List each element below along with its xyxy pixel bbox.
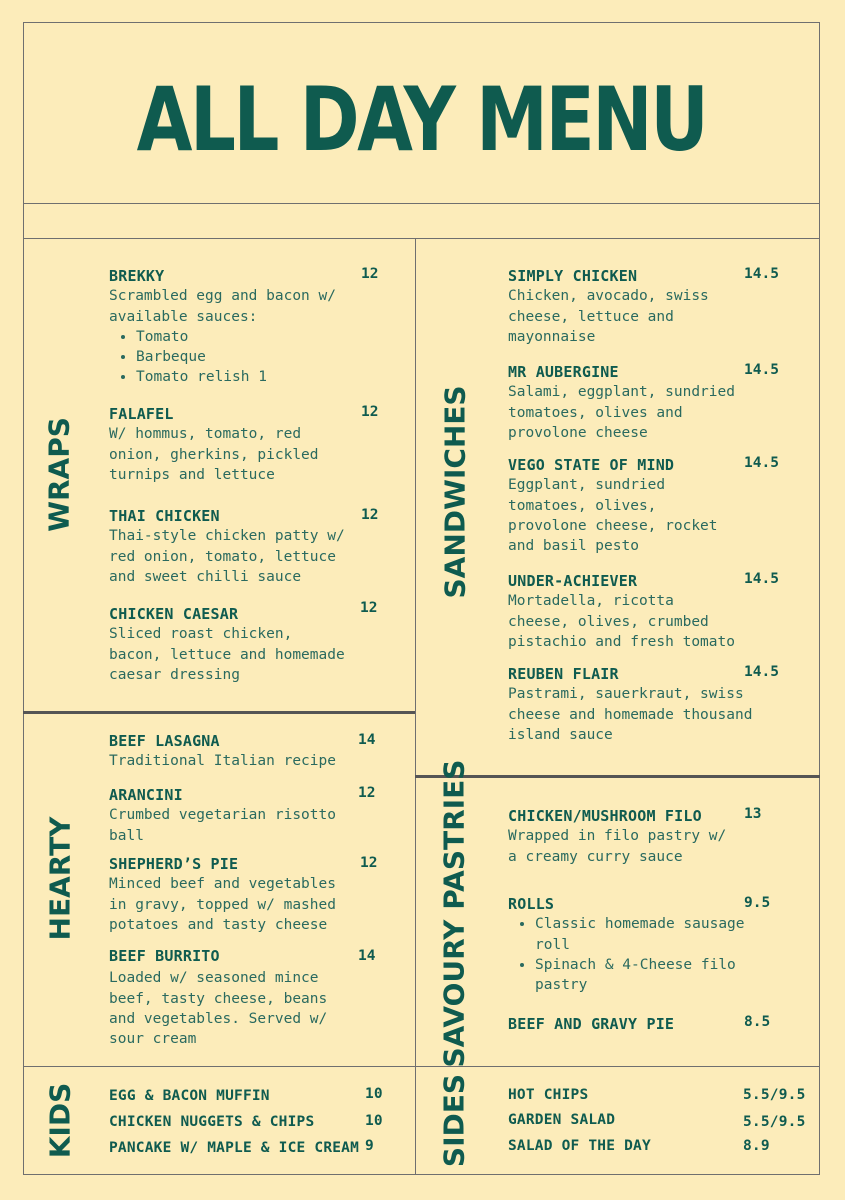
menu-item xyxy=(109,946,339,1049)
menu-item xyxy=(508,806,738,867)
sides-item-name: HOT CHIPS xyxy=(508,1087,589,1103)
item-name: THAI CHICKEN xyxy=(109,507,220,525)
item-price: 12 xyxy=(361,266,379,282)
item-price: 12 xyxy=(360,855,378,871)
item-name: SIMPLY CHICKEN xyxy=(508,267,638,285)
kids-item-price: 10 xyxy=(365,1086,383,1102)
item-name: VEGO STATE OF MIND xyxy=(508,456,675,474)
sides-item-name: GARDEN SALAD xyxy=(508,1112,616,1128)
menu-item xyxy=(508,571,743,652)
divider xyxy=(415,238,416,1066)
sides-item-price: 5.5/9.5 xyxy=(743,1087,806,1103)
item-description: Eggplant, sundried tomatoes, olives, provolone cheese, rocket and basil pesto xyxy=(508,477,718,555)
item-description: Pastrami, sauerkraut, swiss cheese and homemade thousand island sauce xyxy=(508,686,753,743)
item-description: W/ hommus, tomato, red onion, gherkins, pickled turnips and lettuce xyxy=(109,426,319,483)
list-item: • Classic homemade sausage roll xyxy=(535,914,753,955)
item-price: 14.5 xyxy=(744,266,779,282)
item-description: Traditional Italian recipe xyxy=(109,753,336,770)
item-name: BEEF LASAGNA xyxy=(109,732,220,750)
item-name: BEEF BURRITO xyxy=(109,947,220,965)
list-item: • Tomato xyxy=(136,327,349,347)
item-price: 14 xyxy=(358,948,376,964)
menu-item xyxy=(508,455,743,556)
kids-item-name: CHICKEN NUGGETS & CHIPS xyxy=(109,1114,315,1130)
item-name: FALAFEL xyxy=(109,405,174,423)
item-description: Scrambled egg and bacon w/ available sauces: xyxy=(109,288,336,325)
sides-item-price: 8.9 xyxy=(743,1138,770,1154)
menu-item xyxy=(508,362,743,443)
divider xyxy=(415,1066,416,1175)
item-price: 14.5 xyxy=(744,455,779,471)
item-price: 12 xyxy=(358,785,376,801)
menu-item xyxy=(109,604,349,685)
section-label-sides: SIDES xyxy=(437,1073,471,1168)
item-description: Loaded w/ seasoned mince beef, tasty cheese, beans and vegetables. Served w/ sour cream xyxy=(109,970,328,1048)
item-description: Sliced roast chicken, bacon, lettuce and homemade caesar dressing xyxy=(109,626,345,683)
divider xyxy=(415,775,820,778)
item-name: ROLLS xyxy=(508,895,555,913)
item-price: 13 xyxy=(744,806,762,822)
item-description: Wrapped in filo pastry w/ a creamy curry sauce xyxy=(508,828,727,865)
menu-item xyxy=(508,266,718,347)
sides-item-name: SALAD OF THE DAY xyxy=(508,1138,651,1154)
item-description: Chicken, avocado, swiss cheese, lettuce and mayonnaise xyxy=(508,288,709,345)
item-name: CHICKEN CAESAR xyxy=(109,605,239,623)
menu-item xyxy=(109,854,344,935)
item-name: BEEF AND GRAVY PIE xyxy=(508,1015,675,1033)
item-price: 12 xyxy=(361,404,379,420)
item-name: CHICKEN/MUSHROOM FILO xyxy=(508,807,702,825)
bullet-list xyxy=(508,914,753,995)
item-description: Minced beef and vegetables in gravy, topped w/ mashed potatoes and tasty cheese xyxy=(109,876,336,933)
kids-item-name: EGG & BACON MUFFIN xyxy=(109,1088,270,1104)
item-name: ARANCINI xyxy=(109,786,183,804)
menu-item xyxy=(109,785,339,846)
section-label-sandwiches: SANDWICHES xyxy=(438,385,472,599)
list-item: • Spinach & 4-Cheese filo pastry xyxy=(535,955,753,996)
item-description: Crumbed vegetarian risotto ball xyxy=(109,807,336,844)
menu-item xyxy=(508,894,753,995)
kids-item-price: 9 xyxy=(365,1138,374,1154)
menu-item xyxy=(109,266,349,388)
divider xyxy=(23,238,820,239)
item-description: Salami, eggplant, sundried tomatoes, olives and provolone cheese xyxy=(508,384,735,441)
section-label-savoury: SAVOURY PASTRIES xyxy=(437,759,471,1068)
section-label-wraps: WRAPS xyxy=(42,417,76,532)
page-title: ALL DAY MENU xyxy=(136,68,707,171)
section-label-kids: KIDS xyxy=(43,1082,77,1159)
item-price: 14.5 xyxy=(744,571,779,587)
menu-item xyxy=(109,731,349,772)
item-price: 12 xyxy=(360,600,378,616)
menu-item xyxy=(109,404,339,485)
item-price: 12 xyxy=(361,507,379,523)
item-price: 14.5 xyxy=(744,664,779,680)
item-name: MR AUBERGINE xyxy=(508,363,619,381)
item-price: 14.5 xyxy=(744,362,779,378)
item-name: BREKKY xyxy=(109,267,165,285)
bullet-list xyxy=(109,327,349,388)
item-price: 8.5 xyxy=(744,1014,771,1030)
item-name: UNDER-ACHIEVER xyxy=(508,572,638,590)
kids-item-price: 10 xyxy=(365,1113,383,1129)
divider xyxy=(23,1066,820,1067)
list-item: • Barbeque xyxy=(136,347,349,367)
item-name: SHEPHERD’S PIE xyxy=(109,855,239,873)
list-item: • Tomato relish 1 xyxy=(136,367,349,387)
kids-item-name: PANCAKE W/ MAPLE & ICE CREAM xyxy=(109,1140,360,1156)
item-description: Mortadella, ricotta cheese, olives, crumbed pistachio and fresh tomato xyxy=(508,593,735,650)
section-label-hearty: HEARTY xyxy=(43,816,77,941)
sides-item-price: 5.5/9.5 xyxy=(743,1114,806,1130)
item-price: 9.5 xyxy=(744,895,771,911)
menu-item xyxy=(109,506,349,587)
item-description: Thai-style chicken patty w/ red onion, tomato, lettuce and sweet chilli sauce xyxy=(109,528,345,585)
item-price: 14 xyxy=(358,732,376,748)
item-name: REUBEN FLAIR xyxy=(508,665,619,683)
divider xyxy=(23,711,415,714)
divider xyxy=(23,203,820,204)
menu-item xyxy=(508,664,753,745)
menu-item xyxy=(508,1014,738,1034)
